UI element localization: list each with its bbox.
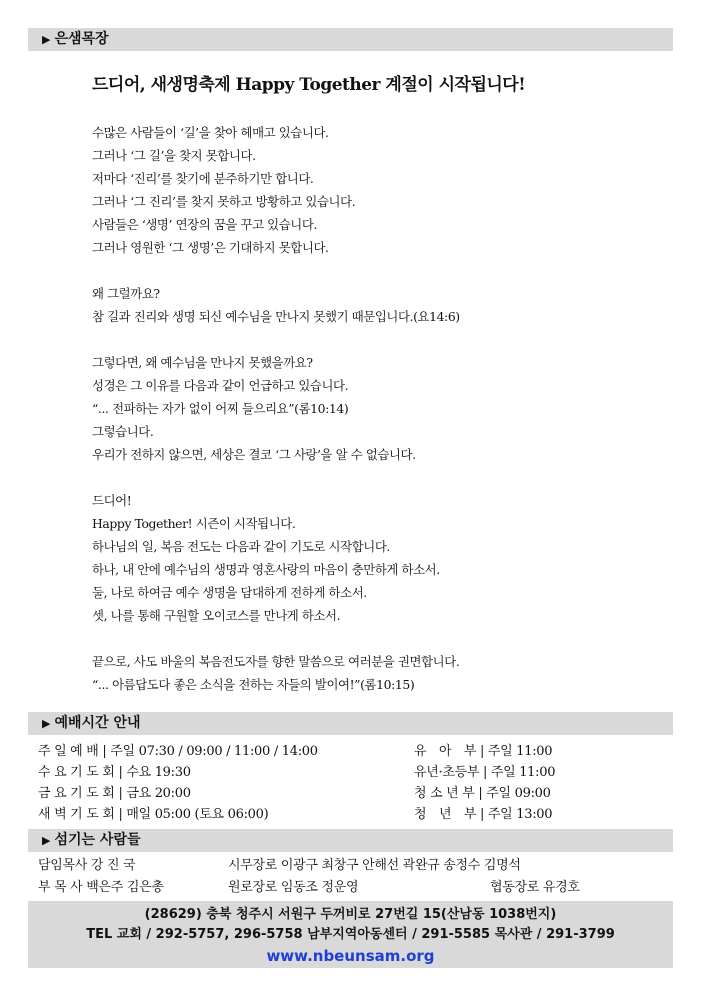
body-line: 하나, 내 안에 예수님의 생명과 영혼사랑의 마음이 충만하게 하소서. xyxy=(92,562,440,577)
service-time: 유 아 부 | 주일 11:00 xyxy=(414,744,553,759)
contact-footer xyxy=(28,901,673,968)
body-line: Happy Together! 시즌이 시작됩니다. xyxy=(92,516,296,531)
staff-entry: 원로장로 임동조 정운영 xyxy=(228,880,359,895)
body-line: 둘, 나로 하여금 예수 생명을 담대하게 전하게 하소서. xyxy=(92,585,367,600)
service-time: 청 소 년 부 | 주일 09:00 xyxy=(414,786,551,801)
section-header-services xyxy=(28,712,673,735)
service-time: 청 년 부 | 주일 13:00 xyxy=(414,807,553,822)
triangle-right-icon: ▶ xyxy=(42,834,51,847)
service-time: 주 일 예 배 | 주일 07:30 / 09:00 / 11:00 / 14:00 xyxy=(38,744,318,759)
staff-entry: 부 목 사 백은주 김은총 xyxy=(38,880,164,895)
body-line: 그러나 ‘그 진리’를 찾지 못하고 방황하고 있습니다. xyxy=(92,194,356,209)
staff-list xyxy=(38,855,618,899)
body-line: “... 전파하는 자가 없이 어찌 들으리요”(롬10:14) xyxy=(92,401,349,416)
body-line: 드디어! xyxy=(92,493,132,508)
service-times xyxy=(38,741,598,825)
staff-entry: 협동장로 유경호 xyxy=(490,880,580,895)
section-header-label: 섬기는 사람들 xyxy=(54,832,141,848)
staff-entry: 시무장로 이광구 최창구 안해선 곽완규 송정수 김명석 xyxy=(228,858,521,873)
article-body xyxy=(92,121,460,696)
body-line: 우리가 전하지 않으면, 세상은 결코 ‘그 사랑’을 알 수 없습니다. xyxy=(92,447,416,462)
body-line: 끝으로, 사도 바울의 복음전도자를 향한 말씀으로 여러분을 권면합니다. xyxy=(92,654,460,669)
body-line: 왜 그럴까요? xyxy=(92,286,160,301)
body-line: 그러나 영원한 ‘그 생명’은 기대하지 못합니다. xyxy=(92,240,329,255)
staff-entry: 담임목사 강 진 국 xyxy=(38,858,136,873)
triangle-right-icon: ▶ xyxy=(42,717,51,730)
body-line: “... 아름답도다 좋은 소식을 전하는 자들의 발이여!”(롬10:15) xyxy=(92,677,415,692)
article-title: 드디어, 새생명축제 Happy Together 계절이 시작됩니다! xyxy=(92,75,526,95)
body-line: 그러나 ‘그 길’을 찾지 못합니다. xyxy=(92,148,256,163)
phone-numbers: TEL 교회 / 292-5757, 296-5758 남부지역아동센터 / 291-5585 목사관 / 291-3799 xyxy=(86,927,615,942)
triangle-right-icon: ▶ xyxy=(42,33,51,46)
body-line: 셋, 나를 통해 구원할 오이코스를 만나게 하소서. xyxy=(92,608,341,623)
service-time: 유년·초등부 | 주일 11:00 xyxy=(414,765,556,780)
body-line: 참 길과 진리와 생명 되신 예수님을 만나지 못했기 때문입니다.(요14:6) xyxy=(92,309,460,324)
body-line: 성경은 그 이유를 다음과 같이 언급하고 있습니다. xyxy=(92,378,349,393)
service-time: 금 요 기 도 회 | 금요 20:00 xyxy=(38,786,191,801)
section-header-staff xyxy=(28,829,673,852)
body-line: 저마다 ‘진리’를 찾기에 분주하기만 합니다. xyxy=(92,171,314,186)
section-header-eunsaem xyxy=(28,28,673,51)
service-time: 수 요 기 도 회 | 수요 19:30 xyxy=(38,765,191,780)
church-address: (28629) 충북 청주시 서원구 두꺼비로 27번길 15(산남동 1038번지) xyxy=(144,907,557,922)
section-header-label: 예배시간 안내 xyxy=(54,715,141,731)
body-line: 사람들은 ‘생명’ 연장의 꿈을 꾸고 있습니다. xyxy=(92,217,317,232)
body-line: 그렇다면, 왜 예수님을 만나지 못했을까요? xyxy=(92,355,313,370)
website-link[interactable]: www.nbeunsam.org xyxy=(266,947,435,965)
service-time: 새 벽 기 도 회 | 매일 05:00 (토요 06:00) xyxy=(38,807,269,822)
body-line: 하나님의 일, 복음 전도는 다음과 같이 기도로 시작합니다. xyxy=(92,539,390,554)
body-line: 수많은 사람들이 ‘길’을 찾아 헤매고 있습니다. xyxy=(92,125,329,140)
body-line: 그렇습니다. xyxy=(92,424,154,439)
section-header-label: 은샘목장 xyxy=(54,31,109,47)
